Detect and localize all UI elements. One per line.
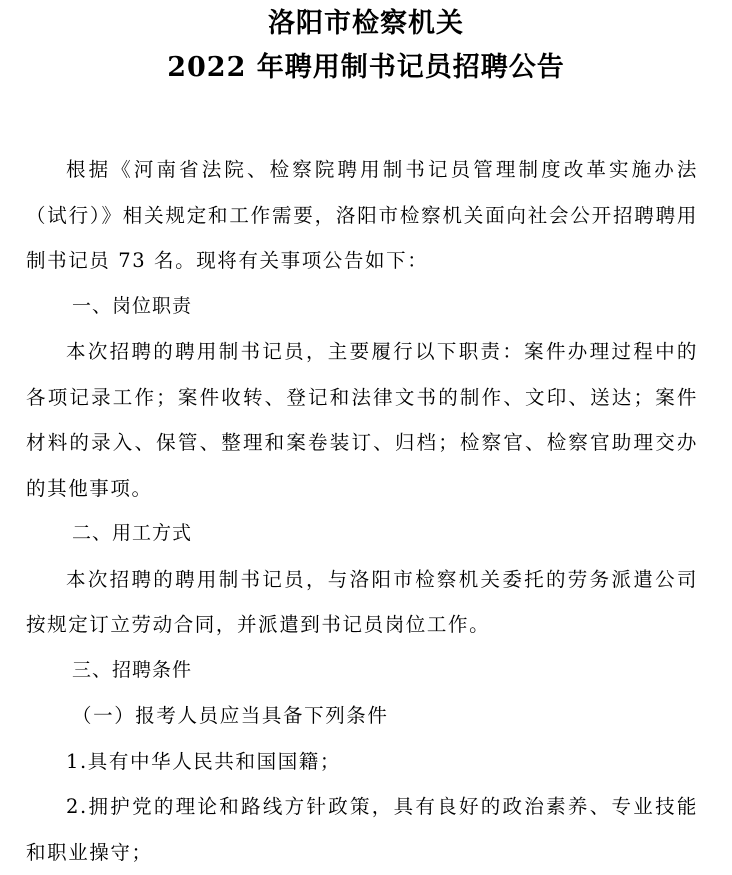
document-title-line2: 2022 年聘用制书记员招聘公告 xyxy=(167,52,565,83)
conditions-subheading: （一）报考人员应当具备下列条件 xyxy=(72,704,389,727)
section-heading-duties: 一、岗位职责 xyxy=(72,294,193,317)
document-title-line1: 洛阳市检察机关 xyxy=(268,8,464,39)
condition-item-1: 1.具有中华人民共和国国籍； xyxy=(66,749,342,773)
section-text-employment: 本次招聘的聘用制书记员，与洛阳市检察机关委托的劳务派遣公司按规定订立劳动合同，并派遣到书记员岗位工作。 xyxy=(26,567,698,636)
condition-item-2: 2.拥护党的理论和路线方针政策，具有良好的政治素养、专业技能和职业操守； xyxy=(26,795,698,864)
intro-paragraph: 根据《河南省法院、检察院聘用制书记员管理制度改革实施办法（试行）》相关规定和工作需要，洛阳市检察机关面向社会公开招聘聘用制书记员 73 名。现将有关事项公告如下： xyxy=(26,158,698,272)
document-body xyxy=(26,147,698,875)
section-heading-employment: 二、用工方式 xyxy=(72,522,193,544)
section-heading-conditions: 三、招聘条件 xyxy=(72,658,193,681)
section-text-duties: 本次招聘的聘用制书记员，主要履行以下职责：案件办理过程中的各项记录工作；案件收转、登记和法律文书的制作、文印、送达；案件材料的录入、保管、整理和案卷装订、归档；检察官、检察官助理交办的其他事项。 xyxy=(26,340,698,500)
